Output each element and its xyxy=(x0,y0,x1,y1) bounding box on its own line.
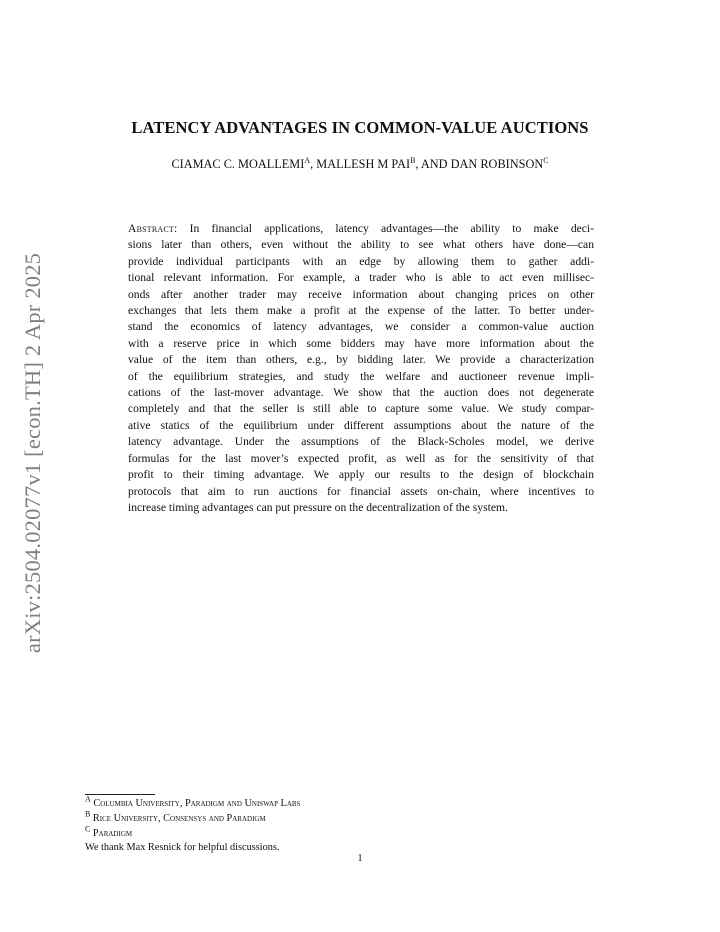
footnote-affiliation xyxy=(85,824,300,842)
abstract-line: tional relevant information. For example, a trader who is able to act even millisec- xyxy=(128,271,594,285)
abstract-line: sions later than others, even without the ability to see what others have done—can xyxy=(128,238,594,252)
affiliation-mark: B xyxy=(410,155,416,165)
abstract-line: exchanges that lets them make a profit at the expense of the latter. To better under- xyxy=(128,304,594,318)
affiliation-mark: A xyxy=(304,155,311,165)
footnotes xyxy=(85,794,301,856)
paper-title: LATENCY ADVANTAGES IN COMMON-VALUE AUCTIONS xyxy=(131,118,589,137)
page-number: 1 xyxy=(357,853,363,864)
author-name: DAN ROBINSON xyxy=(450,157,544,171)
abstract-line: onds after another trader may receive information about changing prices on other xyxy=(128,287,594,301)
abstract-line: completely and that the seller is still able to capture some value. We study compar- xyxy=(128,402,594,416)
footnote-mark: C xyxy=(85,824,91,834)
abstract-line: stand the economics of latency advantages, we consider a common-value auction xyxy=(128,320,594,334)
abstract-line: formulas for the last mover’s expected profit, as well as for the sensitivity of that xyxy=(128,451,594,465)
abstract-line: profit to their timing advantage. We apply our results to the design of blockchain xyxy=(128,468,594,482)
footnote-mark: A xyxy=(85,794,91,804)
abstract-label: Abstract: xyxy=(128,222,178,235)
footnote-affiliation xyxy=(85,794,301,812)
abstract-line: ative statics of the equilibrium under different assumptions about the nature of the xyxy=(128,418,594,432)
arxiv-identifier-text: arXiv:2504.02077v1 [econ.TH] 2 Apr 2025 xyxy=(20,252,45,654)
footnote-text: Paradigm xyxy=(92,827,133,839)
affiliation-mark: C xyxy=(543,155,549,165)
acknowledgement: We thank Max Resnick for helpful discussions. xyxy=(85,842,280,854)
abstract-line: provide individual participants with an edge by allowing them to gather addi- xyxy=(128,254,594,268)
abstract-line: latency advantage. Under the assumptions of the Black-Scholes model, we derive xyxy=(128,435,594,449)
abstract-line-text: In financial applications, latency advantages—the ability to make deci- xyxy=(189,222,594,235)
author-list xyxy=(0,157,720,172)
author-separator: , xyxy=(310,157,317,171)
abstract-line: of the equilibrium strategies, and study the welfare and auctioneer revenue impli- xyxy=(128,369,594,383)
footnote-affiliation xyxy=(85,809,300,827)
abstract-line: protocols that aim to run auctions for financial assets on-chain, where incentives to xyxy=(128,484,594,498)
footnote-divider xyxy=(85,794,155,795)
author-separator: , AND xyxy=(415,157,451,171)
abstract-line: increase timing advantages can put pressure on the decentralization of the system. xyxy=(128,500,508,514)
abstract-line: value of the item than others, e.g., by bidding later. We provide a characterization xyxy=(128,353,594,367)
footnote-mark: B xyxy=(85,809,91,819)
abstract xyxy=(128,221,594,516)
author-name: MALLESH M PAI xyxy=(316,157,411,171)
abstract-line: cations of the last-mover advantage. We show that the auction does not degenerate xyxy=(128,386,594,400)
abstract-line: with a reserve price in which some bidders may have more information about the xyxy=(128,336,594,350)
footnote-text: Rice University, Consensys and Paradigm xyxy=(92,812,266,824)
footnote-text: Columbia University, Paradigm and Uniswap Labs xyxy=(93,798,301,809)
author-name: CIAMAC C. MOALLEMI xyxy=(171,157,305,171)
abstract-line xyxy=(128,221,594,237)
